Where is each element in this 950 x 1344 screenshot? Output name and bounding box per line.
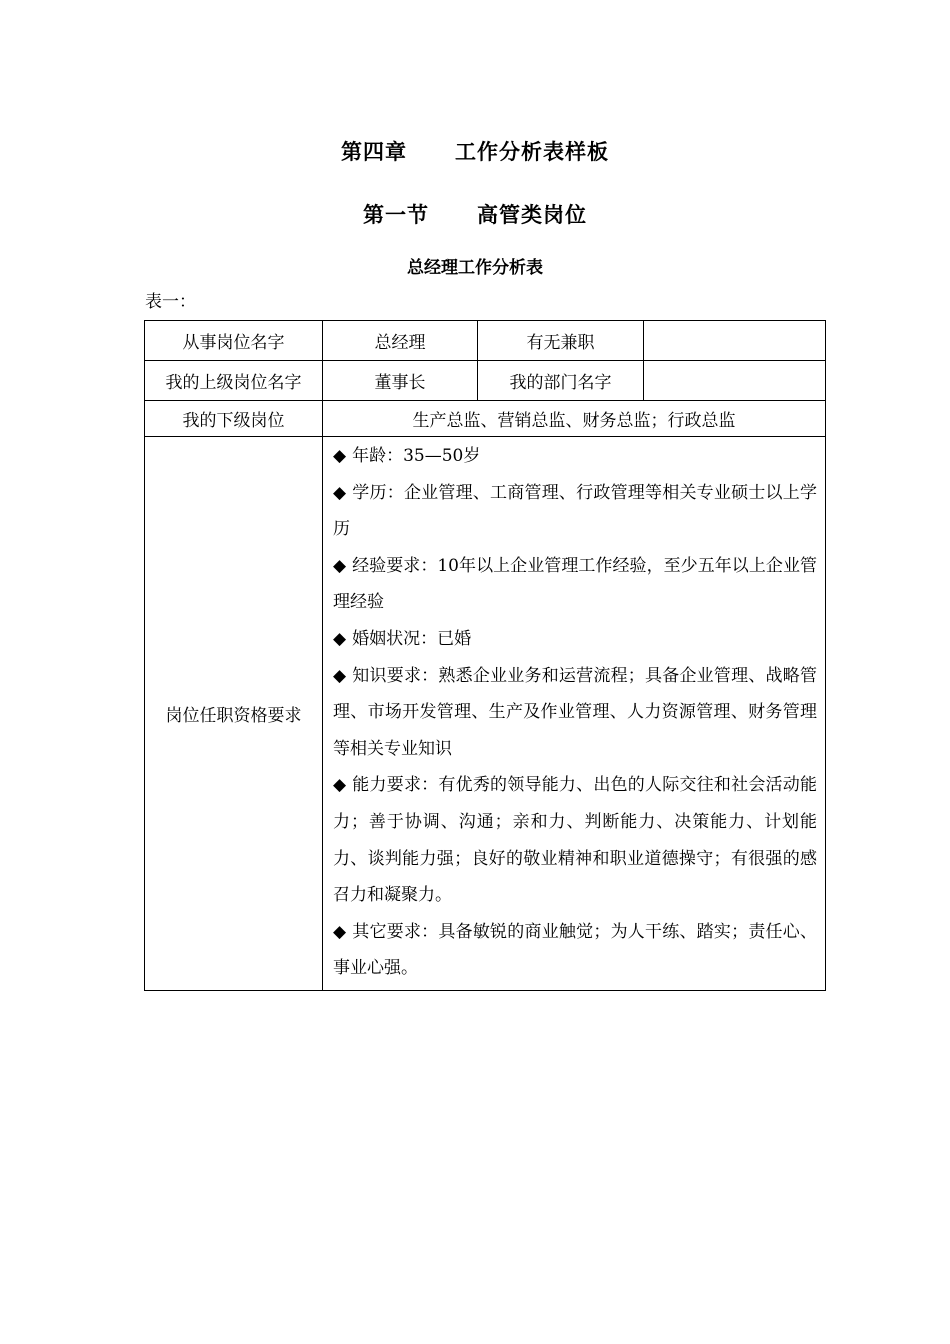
chapter-name: 工作分析表样板 <box>455 140 609 164</box>
requirement-text: 知识要求：熟悉企业业务和运营流程；具备企业管理、战略管理、市场开发管理、生产及作业管理、人力资源管理、财务管理等相关专业知识 <box>333 665 817 759</box>
superior-value-cell: 董事长 <box>323 361 478 401</box>
subordinate-value-cell: 生产总监、营销总监、财务总监；行政总监 <box>323 401 826 437</box>
requirement-item <box>333 767 817 913</box>
requirement-item <box>333 621 817 658</box>
requirement-text: 其它要求：具备敏锐的商业触觉；为人干练、踏实；责任心、事业心强。 <box>333 921 817 979</box>
department-label-cell: 我的部门名字 <box>478 361 644 401</box>
requirement-text: 年龄：35—50岁 <box>352 446 481 466</box>
superior-label-cell: 我的上级岗位名字 <box>145 361 323 401</box>
diamond-bullet-icon: ◆ <box>333 665 347 686</box>
section-title <box>0 199 950 229</box>
requirement-item <box>333 914 817 987</box>
concurrent-value-cell <box>644 321 826 361</box>
requirement-text: 经验要求：10年以上企业管理工作经验，至少五年以上企业管理经验 <box>333 555 817 613</box>
concurrent-label-cell: 有无兼职 <box>478 321 644 361</box>
diamond-bullet-icon: ◆ <box>333 921 347 942</box>
position-value-cell: 总经理 <box>323 321 478 361</box>
requirements-label-cell: 岗位任职资格要求 <box>145 437 323 991</box>
table-row <box>145 437 826 991</box>
section-name: 高管类岗位 <box>477 203 587 227</box>
diamond-bullet-icon: ◆ <box>333 482 347 503</box>
table-row <box>145 321 826 361</box>
requirements-cell <box>323 437 826 991</box>
table-label: 表一： <box>145 292 196 312</box>
requirement-item <box>333 548 817 621</box>
department-value-cell <box>644 361 826 401</box>
requirement-item <box>333 475 817 548</box>
table-row <box>145 401 826 437</box>
chapter-number: 第四章 <box>341 140 407 164</box>
requirement-text: 能力要求：有优秀的领导能力、出色的人际交往和社会活动能力；善于协调、沟通；亲和力、判断能力、决策能力、计划能力、谈判能力强；良好的敬业精神和职业道德操守；有很强的感召力和凝聚力。 <box>333 775 817 906</box>
section-number: 第一节 <box>363 203 429 227</box>
position-label-cell: 从事岗位名字 <box>145 321 323 361</box>
subordinate-label-cell: 我的下级岗位 <box>145 401 323 437</box>
table-row <box>145 361 826 401</box>
requirement-item <box>333 658 817 768</box>
job-analysis-table <box>144 320 826 991</box>
requirement-text: 婚姻状况：已婚 <box>352 628 472 649</box>
requirement-item <box>333 438 817 475</box>
table-title: 总经理工作分析表 <box>407 258 543 278</box>
diamond-bullet-icon: ◆ <box>333 555 347 576</box>
diamond-bullet-icon: ◆ <box>333 775 347 796</box>
diamond-bullet-icon: ◆ <box>333 446 347 466</box>
diamond-bullet-icon: ◆ <box>333 628 347 649</box>
chapter-title <box>0 136 950 166</box>
requirement-text: 学历：企业管理、工商管理、行政管理等相关专业硕士以上学历 <box>333 482 817 540</box>
